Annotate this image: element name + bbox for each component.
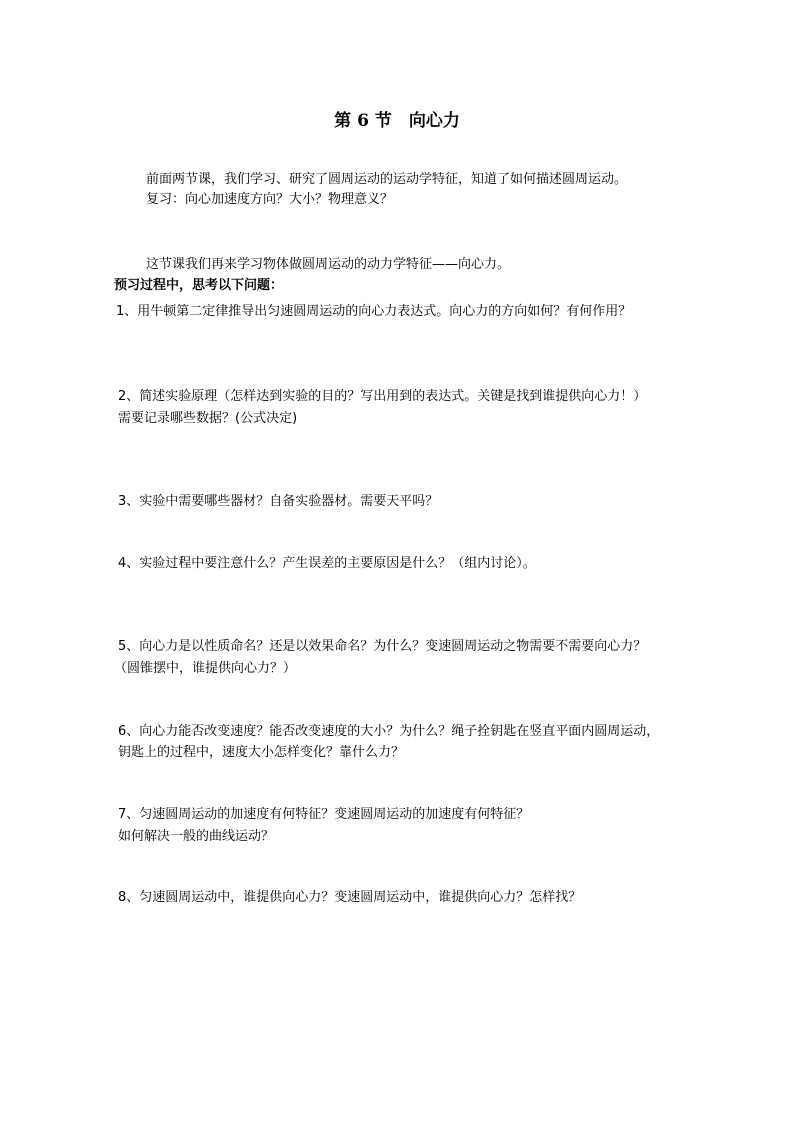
question-3: 3、实验中需要哪些器材？自备实验器材。需要天平吗？ [118, 494, 439, 509]
question-4: 4、实验过程中要注意什么？产生误差的主要原因是什么？（组内讨论）。 [118, 556, 536, 571]
question-6: 6、向心力能否改变速度？能否改变速度的大小？为什么？绳子拴钥匙在竖直平面内圆周运动， [118, 724, 660, 739]
question-7: 7、匀速圆周运动的加速度有何特征？变速圆周运动的加速度有何特征？ [118, 807, 530, 822]
question-5: 5、向心力是以性质命名？还是以效果命名？为什么？变速圆周运动之物需要不需要向心力？ [118, 639, 647, 654]
section-heading: 预习过程中，思考以下问题： [114, 278, 284, 293]
lead-paragraph: 这节课我们再来学习物体做圆周运动的动力学特征——向心力。 [146, 257, 511, 272]
question-2-continued: 需要记录哪些数据？(公式决定) [118, 411, 298, 426]
question-8: 8、匀速圆周运动中，谁提供向心力？变速圆周运动中，谁提供向心力？怎样找？ [118, 890, 582, 905]
question-5-continued: （圆锥摆中，谁提供向心力？） [114, 661, 297, 676]
question-6-continued: 钥匙上的过程中，速度大小怎样变化？靠什么力？ [118, 745, 405, 760]
question-7-continued: 如何解决一般的曲线运动？ [118, 829, 275, 844]
page-title: 第 6 节 向心力 [334, 111, 460, 131]
review-line: 复习：向心加速度方向？大小？物理意义？ [146, 192, 394, 207]
question-1: 1、用牛顿第二定律推导出匀速圆周运动的向心力表达式。向心力的方向如何？有何作用？ [116, 304, 632, 319]
question-2: 2、简述实验原理（怎样达到实验的目的？写出用到的表达式。关键是找到谁提供向心力！） [118, 389, 647, 404]
intro-paragraph: 前面两节课，我们学习、研究了圆周运动的运动学特征，知道了如何描述圆周运动。 [146, 172, 628, 187]
